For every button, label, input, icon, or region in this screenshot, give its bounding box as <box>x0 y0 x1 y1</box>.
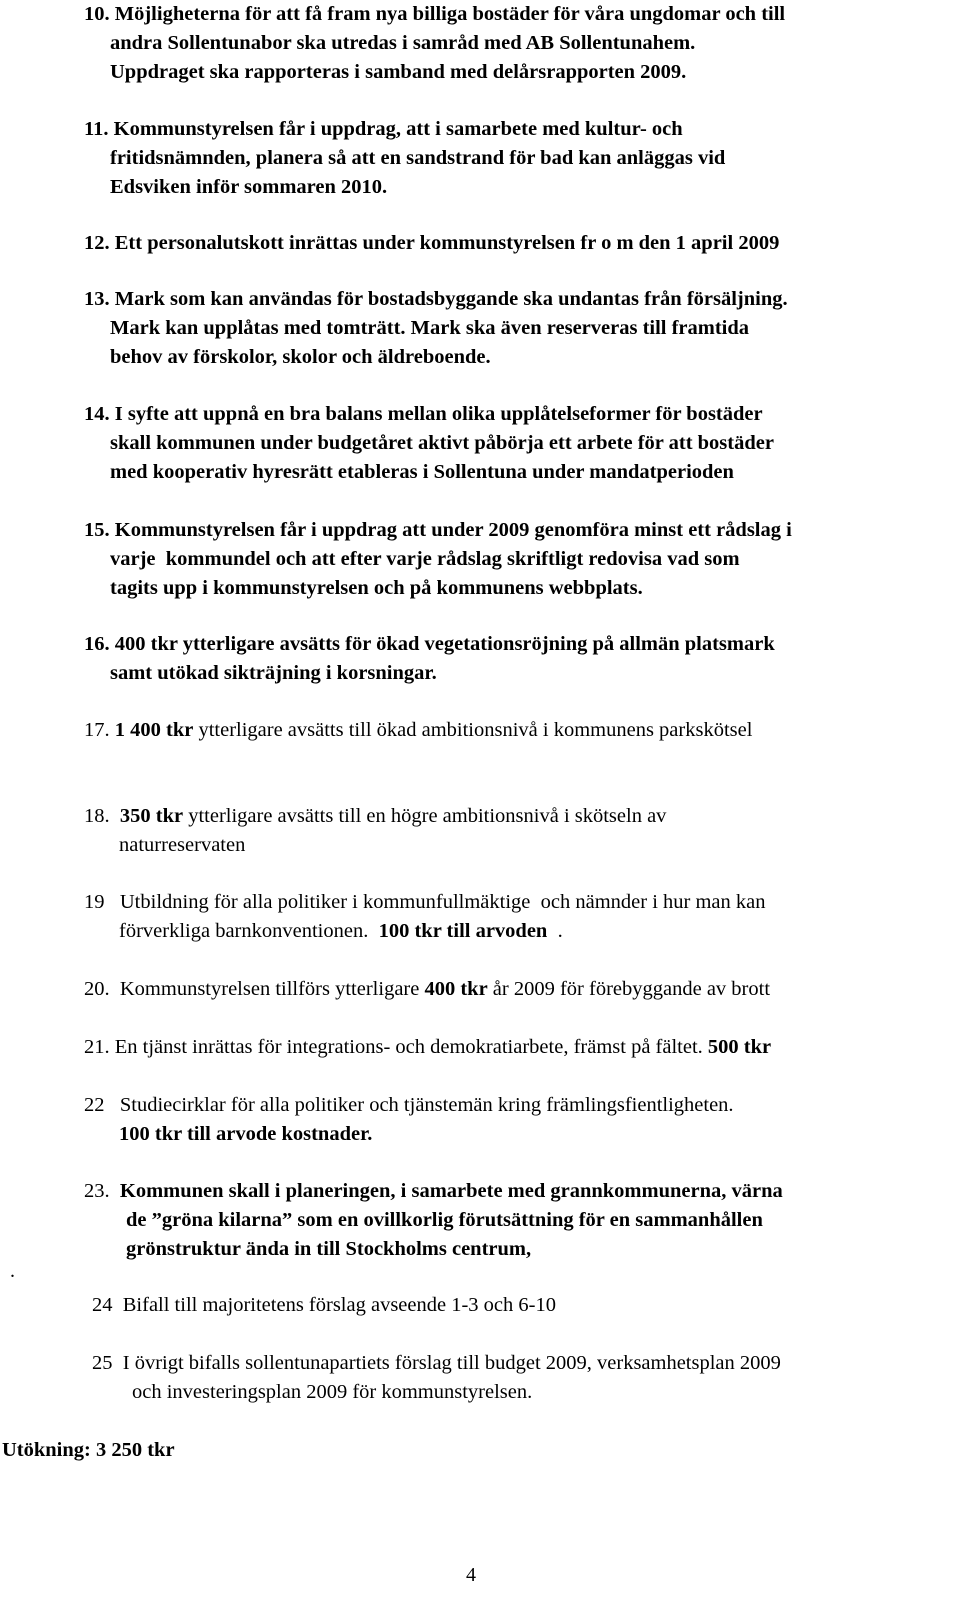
list-item <box>84 115 725 202</box>
text-run: 21. En tjänst inrättas för integrations- och demokratiarbete, främst på fältet. <box>84 1036 708 1058</box>
text-run: grönstruktur ända in till Stockholms centrum, <box>126 1238 532 1260</box>
text-run: ytterligare avsätts till en högre ambitionsnivå i skötseln av <box>183 805 667 827</box>
list-item <box>84 229 779 258</box>
text-run: 18. <box>84 805 120 827</box>
text-run: 17. <box>84 719 115 741</box>
text-line <box>84 285 788 314</box>
list-item <box>84 1177 783 1264</box>
text-line <box>84 1091 734 1120</box>
list-item <box>84 716 752 745</box>
text-run: 19 Utbildning för alla politiker i kommunfullmäktige och nämnder i hur man kan <box>84 891 766 913</box>
text-line <box>84 115 725 144</box>
text-line <box>84 1033 771 1062</box>
text-run: 10. Möjligheterna för att få fram nya billiga bostäder för våra ungdomar och till <box>84 3 786 25</box>
text-run: behov av förskolor, skolor och äldreboende. <box>110 346 491 368</box>
list-item <box>84 285 788 372</box>
text-line <box>84 144 725 173</box>
text-run: de ”gröna kilarna” som en ovillkorlig förutsättning för en sammanhållen <box>126 1209 763 1231</box>
text-run: 20. Kommunstyrelsen tillförs ytterligare <box>84 978 425 1000</box>
text-run: 100 tkr till arvode kostnader. <box>119 1123 373 1145</box>
text-run: 24 Bifall till majoritetens förslag avseende 1-3 och 6-10 <box>92 1294 556 1316</box>
text-line <box>84 0 785 29</box>
text-line <box>84 574 792 603</box>
text-line <box>84 630 775 659</box>
text-run: ytterligare avsätts till ökad ambitionsnivå i kommunens parkskötsel <box>193 719 753 741</box>
text-run: samt utökad sikträjning i korsningar. <box>110 662 437 684</box>
text-run: 13. Mark som kan användas för bostadsbyggande ska undantas från försäljning. <box>84 288 788 310</box>
list-item <box>84 1091 734 1149</box>
text-run: Uppdraget ska rapporteras i samband med delårsrapporten 2009. <box>110 61 687 83</box>
text-run: 25 I övrigt bifalls sollentunapartiets förslag till budget 2009, verksamhetsplan 2009 <box>92 1352 781 1374</box>
list-item <box>84 0 785 87</box>
text-run: och investeringsplan 2009 för kommunstyrelsen. <box>132 1381 533 1403</box>
text-line <box>92 1291 556 1320</box>
text-line <box>84 173 725 202</box>
text-line <box>84 400 774 429</box>
text-line <box>84 831 666 860</box>
text-line <box>84 975 770 1004</box>
text-run: 22 Studiecirklar för alla politiker och tjänstemän kring främlingsfientligheten. <box>84 1094 734 1116</box>
text-run: skall kommunen under budgetåret aktivt påbörja ett arbete för att bostäder <box>110 432 774 454</box>
list-item <box>84 888 766 946</box>
text-run: med kooperativ hyresrätt etableras i Sollentuna under mandatperioden <box>110 461 734 483</box>
text-run: förverkliga barnkonventionen. <box>119 920 379 942</box>
text-run: 1 400 tkr <box>114 719 194 741</box>
text-run: 15. Kommunstyrelsen får i uppdrag att under 2009 genomföra minst ett rådslag i <box>84 519 792 541</box>
text-line <box>84 1235 783 1264</box>
text-run: 11. Kommunstyrelsen får i uppdrag, att i samarbete med kultur- och <box>84 118 683 140</box>
stray-mark: . <box>10 1260 15 1282</box>
list-item <box>84 630 775 688</box>
text-run: andra Sollentunabor ska utredas i samråd med AB Sollentunahem. <box>110 32 696 54</box>
text-line <box>84 429 774 458</box>
text-line <box>84 888 766 917</box>
text-run: 500 tkr <box>707 1036 772 1058</box>
text-line <box>92 1378 781 1407</box>
text-run: tagits upp i kommunstyrelsen och på kommunens webbplats. <box>110 577 643 599</box>
text-run: 350 tkr <box>119 805 184 827</box>
text-line <box>84 545 792 574</box>
text-line <box>84 1120 734 1149</box>
text-line <box>84 1206 783 1235</box>
list-item <box>84 802 666 860</box>
text-run: Kommunen skall i planeringen, i samarbete med grannkommunerna, värna <box>119 1180 783 1202</box>
text-line <box>84 917 766 946</box>
text-run: 14. I syfte att uppnå en bra balans mellan olika upplåtelseformer för bostäder <box>84 403 763 425</box>
text-run: 16. 400 tkr ytterligare avsätts för ökad vegetationsröjning på allmän platsmark <box>84 633 775 655</box>
list-item <box>92 1349 781 1407</box>
text-run: 12. Ett personalutskott inrättas under kommunstyrelsen fr o m den 1 april 2009 <box>84 232 780 254</box>
text-line <box>84 458 774 487</box>
text-line <box>84 314 788 343</box>
list-item <box>92 1291 556 1320</box>
list-item <box>84 975 770 1004</box>
text-run: fritidsnämnden, planera så att en sandstrand för bad kan anläggas vid <box>110 147 726 169</box>
text-line <box>84 29 785 58</box>
text-run: 100 tkr till arvoden <box>378 920 548 942</box>
text-line <box>84 516 792 545</box>
text-line <box>84 802 666 831</box>
text-run: år 2009 för förebyggande av brott <box>487 978 771 1000</box>
text-run: 23. <box>84 1180 120 1202</box>
text-line <box>92 1349 781 1378</box>
text-run: varje kommundel och att efter varje rådslag skriftligt redovisa vad som <box>110 548 740 570</box>
text-run: Mark kan upplåtas med tomträtt. Mark ska även reserveras till framtida <box>110 317 750 339</box>
total-increase: Utökning: 3 250 tkr <box>2 1439 175 1461</box>
text-run: . <box>547 920 563 942</box>
text-run: 400 tkr <box>424 978 488 1000</box>
text-line <box>84 229 779 258</box>
list-item <box>84 400 774 487</box>
text-line <box>84 343 788 372</box>
text-line <box>84 1177 783 1206</box>
text-line <box>84 659 775 688</box>
list-item <box>84 516 792 603</box>
text-line <box>84 716 752 745</box>
page-number: 4 <box>466 1564 476 1586</box>
text-line <box>84 58 785 87</box>
text-run: naturreservaten <box>119 834 246 856</box>
list-item <box>84 1033 771 1062</box>
text-run: Edsviken inför sommaren 2010. <box>110 176 388 198</box>
